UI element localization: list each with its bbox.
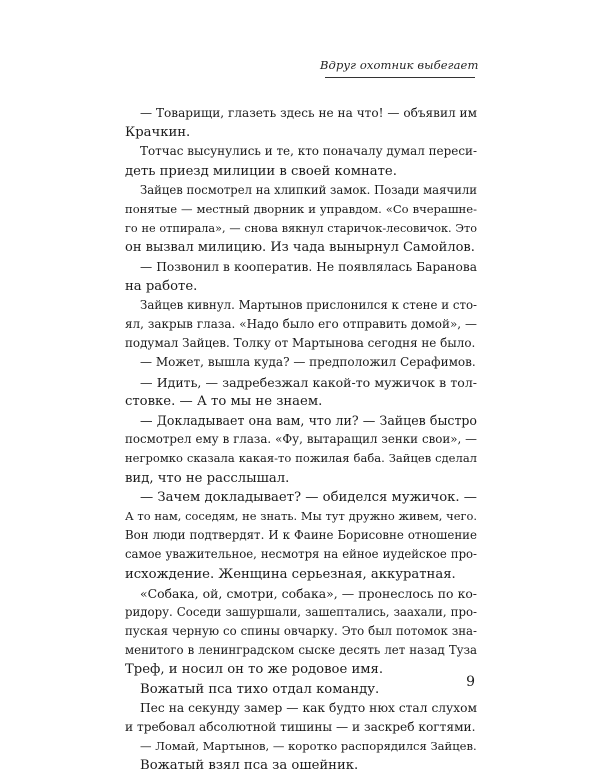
text-line: «Собака, ой, смотри, собака», — пронеслось по ко-	[140, 585, 477, 601]
text-line: Вожатый пса тихо отдал команду.	[140, 681, 380, 697]
page-number: 9	[466, 674, 475, 690]
text-line: — Позвонил в кооператив. Не появлялась Баранова	[140, 259, 477, 274]
running-head-rule	[325, 77, 475, 78]
text-line: Тотчас высунулись и те, кто поначалу думал переси-	[140, 144, 477, 159]
text-line: самое уважительное, несмотря на ейное иудейское про-	[125, 547, 477, 562]
text-line: менитого в ленинградском сыске десять лет назад Туза	[125, 643, 477, 658]
text-line: — Может, вышла куда? — предположил Серафимов.	[140, 355, 476, 370]
text-line: го не отпирала», — снова вякнул старичок-лесовичок. Это	[125, 222, 477, 236]
text-line: Вон люди подтвердят. И к Фаине Борисовне отношение	[125, 528, 477, 543]
text-line: негромко сказала какая-то пожилая баба. Зайцев сделал	[125, 451, 477, 466]
body-text	[125, 104, 477, 776]
text-line: понятые — местный дворник и управдом. «Со вчерашне-	[125, 201, 477, 216]
text-line: Крачкин.	[125, 125, 191, 141]
text-line: он вызвал милицию. Из чада вынырнул Самойлов.	[125, 240, 475, 256]
text-line: Зайцев кивнул. Мартынов прислонился к стене и сто-	[140, 297, 477, 312]
text-line: — Идить, — задребезжал какой-то мужичок в тол-	[140, 374, 477, 390]
text-line: А то нам, соседям, не знать. Мы тут дружно живем, чего.	[125, 508, 477, 523]
text-line: — Докладывает она вам, что ли? — Зайцев быстро	[140, 413, 477, 428]
text-line: пуская черную со спины овчарку. Это был потомок зна-	[125, 624, 477, 639]
text-line: Пес на секунду замер — как будто нюх стал слухом	[140, 700, 477, 715]
text-line: — Зачем докладывает? — обиделся мужичок. —	[140, 489, 477, 505]
text-line: Треф, и носил он то же родовое имя.	[125, 662, 384, 678]
text-line: деть приезд милиции в своей комнате.	[125, 163, 397, 179]
text-line: вид, что не расслышал.	[125, 470, 290, 486]
text-line: и требовал абсолютной тишины — и заскреб когтями.	[125, 720, 476, 734]
text-line: — Ломай, Мартынов, — коротко распорядился Зайцев.	[140, 739, 477, 754]
text-line: подумал Зайцев. Толку от Мартынова сегодня не было.	[125, 336, 476, 351]
text-line: посмотрел ему в глаза. «Фу, вытаращил зенки свои», —	[125, 432, 477, 447]
text-line: стовке. — А то мы не знаем.	[125, 393, 323, 409]
text-line: ридору. Соседи зашуршали, зашептались, заахали, про-	[125, 604, 477, 619]
running-head: Вдруг охотник выбегает	[320, 58, 479, 72]
text-line: на работе.	[125, 278, 198, 294]
text-line: Вожатый взял пса за ошейник.	[140, 758, 359, 774]
text-line: ял, закрыв глаза. «Надо было его отправить домой», —	[125, 317, 477, 332]
text-line: Зайцев посмотрел на хлипкий замок. Позади маячили	[140, 182, 477, 197]
text-line: исхождение. Женщина серьезная, аккуратная.	[125, 566, 456, 582]
text-line: — Товарищи, глазеть здесь не на что! — объявил им	[140, 106, 477, 120]
